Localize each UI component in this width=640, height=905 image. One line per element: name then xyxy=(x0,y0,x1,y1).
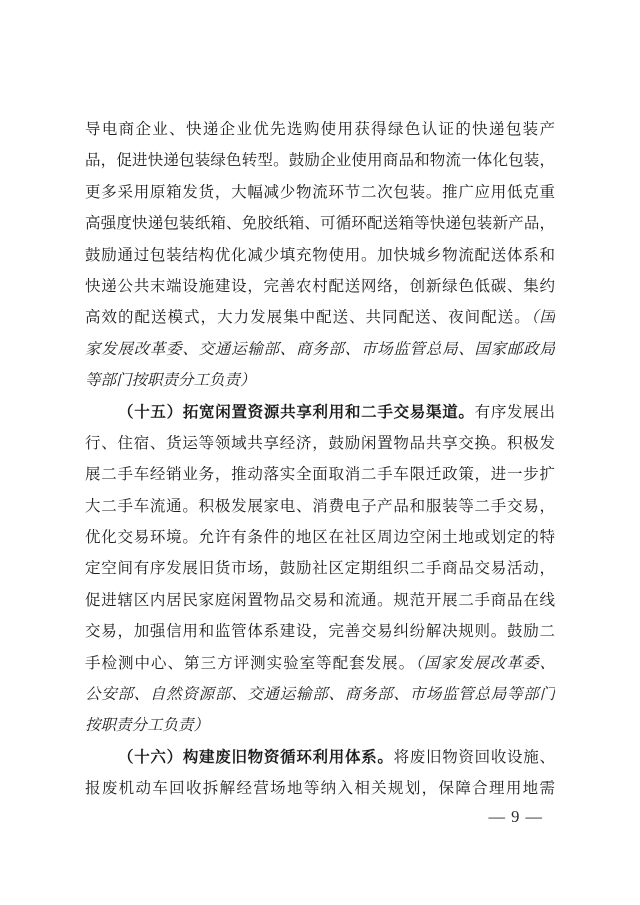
text-segment-kai: （国 xyxy=(530,309,555,327)
text-segment-kai: 等部门按职责分工负责） xyxy=(85,372,256,390)
text-line xyxy=(85,145,555,176)
text-segment-bold: （十六）构建废旧物资循环利用体系。 xyxy=(118,748,394,766)
text-line xyxy=(85,710,555,741)
text-line xyxy=(85,114,555,145)
text-segment-normal: 优化交易环境。允许有条件的地区在社区周边空闲土地或划定的特 xyxy=(85,529,555,547)
text-line xyxy=(85,616,555,647)
text-line xyxy=(85,397,555,428)
text-segment-normal: 品，促进快递包装绿色转型。鼓励企业使用商品和物流一体化包装， xyxy=(85,152,555,170)
text-segment-normal: 展二手车经销业务，推动落实全面取消二手车限迁政策，进一步扩 xyxy=(85,466,555,484)
text-line xyxy=(85,491,555,522)
text-line xyxy=(85,585,555,616)
text-line xyxy=(85,271,555,302)
text-segment-kai: 按职责分工负责） xyxy=(85,717,210,735)
text-segment-bold: （十五）拓宽闲置资源共享利用和二手交易渠道。 xyxy=(118,403,475,421)
text-segment-normal: 手检测中心、第三方评测实验室等配套发展。 xyxy=(85,654,416,672)
text-segment-kai: 公安部、自然资源部、交通运输部、商务部、市场监管总局等部门 xyxy=(85,686,555,704)
text-line xyxy=(85,459,555,490)
text-segment-normal: 定空间有序发展旧货市场，鼓励社区定期组织二手商品交易活动， xyxy=(85,560,555,578)
text-line xyxy=(85,208,555,239)
text-line xyxy=(85,679,555,710)
text-segment-normal: 大二手车流通。积极发展家电、消费电子产品和服装等二手交易， xyxy=(85,497,555,515)
text-segment-normal: 促进辖区内居民家庭闲置物品交易和流通。规范开展二手商品在线 xyxy=(85,591,555,609)
text-segment-normal: 将废旧物资回收设施、 xyxy=(393,748,555,766)
page-number: — 9 — xyxy=(488,807,543,826)
text-segment-normal: 报废机动车回收拆解经营场地等纳入相关规划，保障合理用地需 xyxy=(85,780,555,798)
text-line xyxy=(85,648,555,679)
text-line xyxy=(85,522,555,553)
text-segment-normal: 快递公共末端设施建设，完善农村配送网络，创新绿色低碳、集约 xyxy=(85,277,555,295)
text-segment-normal: 高效的配送模式，大力发展集中配送、共同配送、夜间配送。 xyxy=(85,309,531,327)
text-line xyxy=(85,240,555,271)
text-line xyxy=(85,742,555,773)
text-segment-normal: 交易，加强信用和监管体系建设，完善交易纠纷解决规则。鼓励二 xyxy=(85,623,555,641)
text-line xyxy=(85,177,555,208)
text-segment-normal: 更多采用原箱发货，大幅减少物流环节二次包装。推广应用低克重 xyxy=(85,183,555,201)
text-segment-normal: 有序发展出 xyxy=(474,403,555,421)
text-segment-normal: 鼓励通过包装结构优化减少填充物使用。加快城乡物流配送体系和 xyxy=(85,246,555,264)
text-line xyxy=(85,553,555,584)
text-line xyxy=(85,365,555,396)
text-segment-kai: （国家发展改革委、 xyxy=(415,654,555,672)
text-line xyxy=(85,334,555,365)
document-text-block xyxy=(85,114,555,805)
text-line xyxy=(85,773,555,804)
text-segment-normal: 导电商企业、快递企业优先选购使用获得绿色认证的快递包装产 xyxy=(85,121,555,138)
text-segment-normal: 行、住宿、货运等领域共享经济，鼓励闲置物品共享交换。积极发 xyxy=(85,434,555,452)
text-line xyxy=(85,302,555,333)
text-segment-normal: 高强度快递包装纸箱、免胶纸箱、可循环配送箱等快递包装新产品， xyxy=(85,215,555,233)
text-line xyxy=(85,428,555,459)
text-segment-kai: 家发展改革委、交通运输部、商务部、市场监管总局、国家邮政局 xyxy=(85,340,555,358)
